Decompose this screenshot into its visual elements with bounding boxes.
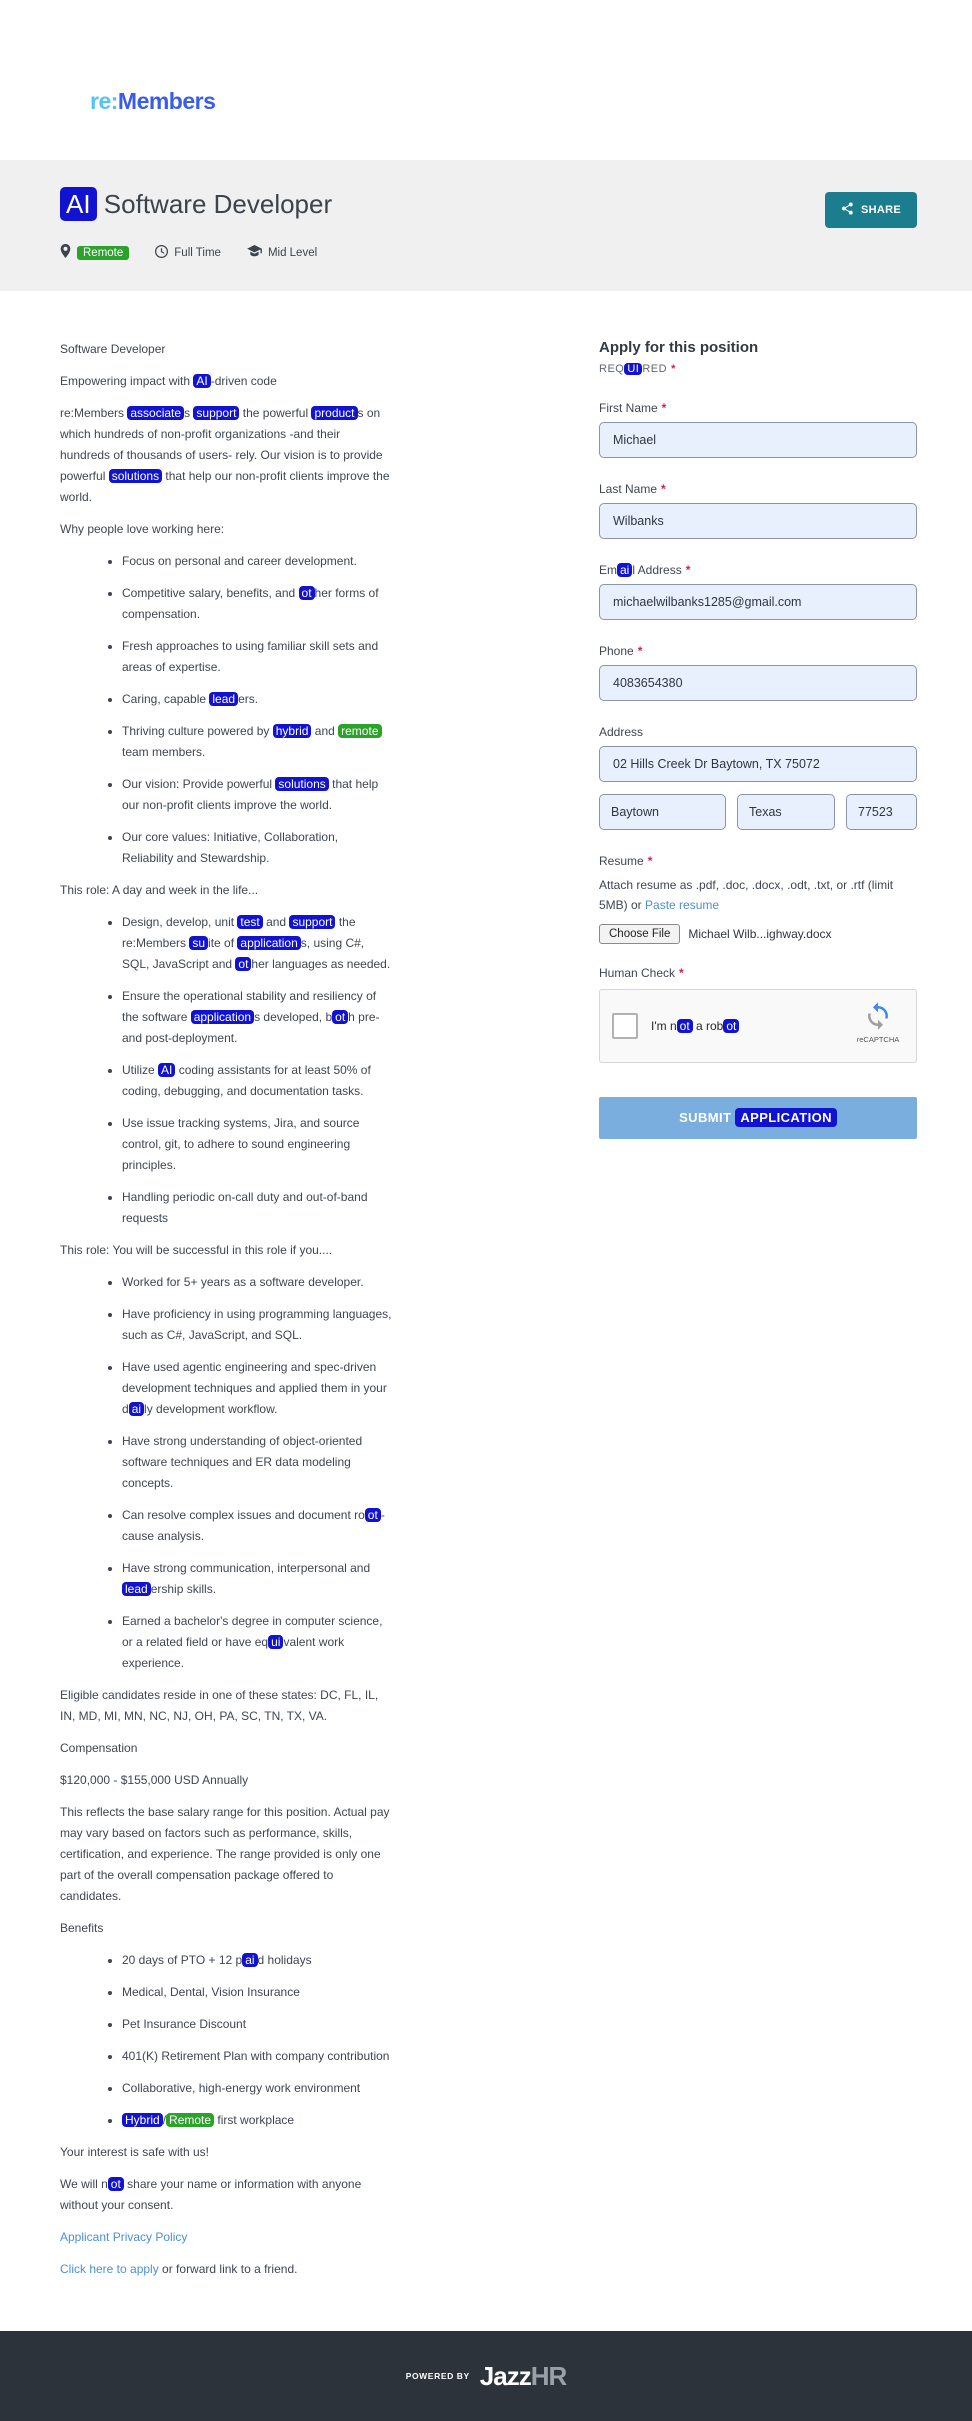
last-name-label: Last Name * xyxy=(599,482,666,496)
description-paragraph: Empowering impact with AI -driven code xyxy=(60,374,277,388)
resume-hint: Attach resume as .pdf, .doc, .docx, .odt, .txt, or .rtf (limit 5MB) or Paste resume xyxy=(599,878,894,913)
highlight-blue: ot xyxy=(723,1019,739,1033)
job-description xyxy=(60,339,392,2291)
highlight-blue: solutions xyxy=(109,469,162,483)
description-list-item: • Can resolve complex issues and document ro ot -cause analysis. xyxy=(122,1505,392,1547)
highlight-blue: ai xyxy=(617,563,632,577)
jazzhr-logo: JazzHR xyxy=(479,2360,567,2391)
description-list-item: • Hybrid / Remote first workplace xyxy=(122,2110,392,2131)
highlight-blue: solutions xyxy=(275,777,328,791)
highlight-blue: test xyxy=(237,915,262,929)
description-list-item: • Have proficiency in using programming languages, such as C#, JavaScript, and SQL. xyxy=(122,1304,392,1346)
address-input[interactable] xyxy=(599,746,917,782)
text-link[interactable]: Applicant Privacy Policy xyxy=(60,2230,188,2244)
highlight-blue: su xyxy=(189,936,208,950)
description-paragraph: Eligible candidates reside in one of these states: DC, FL, IL, IN, MD, MI, MN, NC, NJ, OH, PA, SC, TN, TX, VA. xyxy=(60,1688,379,1723)
description-list-item: • Earned a bachelor's degree in computer science, or a related field or have eq ui valent work experience. xyxy=(122,1611,392,1674)
required-asterisk: * xyxy=(685,563,691,577)
human-check-section xyxy=(599,966,917,1063)
highlight-blue: ui xyxy=(268,1635,283,1649)
description-list-item: • Focus on personal and career development. xyxy=(122,551,392,572)
highlight-blue: lead xyxy=(122,1582,151,1596)
form-field-email xyxy=(599,563,917,620)
description-list-item: • Pet Insurance Discount xyxy=(122,2014,392,2035)
first-name-label: First Name * xyxy=(599,401,667,415)
description-paragraph: This role: You will be successful in this role if you.... xyxy=(60,1243,333,1257)
recaptcha-checkbox[interactable] xyxy=(612,1013,638,1039)
description-list xyxy=(60,912,392,1229)
job-tags xyxy=(60,244,917,261)
description-list xyxy=(60,1950,392,2131)
tag-location xyxy=(60,244,129,261)
address-row xyxy=(599,794,917,830)
form-field-address xyxy=(599,725,917,782)
highlight-blue: Hybrid xyxy=(122,2113,163,2127)
logo-re-part: re: xyxy=(90,88,118,114)
highlight-green: remote xyxy=(338,724,381,738)
required-asterisk: * xyxy=(661,401,667,415)
location-pin-icon xyxy=(60,244,71,261)
highlight-blue: ot xyxy=(365,1508,381,1522)
tag-fulltime-label: Full Time xyxy=(174,246,221,259)
highlight-blue: ot xyxy=(299,586,315,600)
highlight-blue: ai xyxy=(129,1402,144,1416)
highlight-blue: AI xyxy=(193,374,210,388)
resume-label: Resume * xyxy=(599,854,653,868)
description-paragraph xyxy=(60,2227,392,2248)
description-list-item: • Design, develop, unit test and support the re:Members su ite of application s, using C#, SQL, JavaScript and ot her languages as needed. xyxy=(122,912,392,975)
powered-by-label: POWERED BY xyxy=(405,2371,470,2381)
description-list-item: • Have used agentic engineering and spec-driven development techniques and applied them in your d ai ly development workflow. xyxy=(122,1357,392,1420)
description-paragraph: Benefits xyxy=(60,1921,104,1935)
description-paragraph: Click here to apply or forward link to a friend. xyxy=(60,2262,298,2276)
required-note xyxy=(599,363,917,375)
phone-input[interactable] xyxy=(599,665,917,701)
share-icon xyxy=(841,202,854,218)
description-list-item: • Utilize AI coding assistants for at least 50% of coding, debugging, and documentation tasks. xyxy=(122,1060,392,1102)
description-paragraph: We will n ot share your name or information with anyone without your consent. xyxy=(60,2177,362,2212)
resume-section xyxy=(599,854,917,944)
text-link[interactable]: Paste resume xyxy=(645,898,720,913)
description-list-item: • Medical, Dental, Vision Insurance xyxy=(122,1982,392,2003)
highlight-blue: product xyxy=(311,406,357,420)
highlight-blue: UI xyxy=(624,363,642,375)
address-city-input[interactable] xyxy=(599,794,726,830)
resume-filename: Michael Wilb...ighway.docx xyxy=(688,926,832,941)
description-paragraph: This role: A day and week in the life... xyxy=(60,883,259,897)
highlight-green: Remote xyxy=(166,2113,214,2127)
description-list-item: • Collaborative, high-energy work environment xyxy=(122,2078,392,2099)
description-paragraph: Why people love working here: xyxy=(60,522,225,536)
description-list-item: • Worked for 5+ years as a software developer. xyxy=(122,1272,392,1293)
required-asterisk: * xyxy=(679,965,684,980)
highlight-blue: ot xyxy=(677,1019,693,1033)
required-asterisk: * xyxy=(637,644,643,658)
highlight-blue: application xyxy=(237,936,300,950)
description-list-item: • 20 days of PTO + 12 p ai d holidays xyxy=(122,1950,392,1971)
required-note-text: REQ UI RED xyxy=(599,363,668,375)
share-button[interactable] xyxy=(825,192,917,228)
description-list-item: • Caring, capable lead ers. xyxy=(122,689,392,710)
highlight-blue: application xyxy=(191,1010,254,1024)
highlight-blue: support xyxy=(193,406,239,420)
description-paragraph: $120,000 - $155,000 USD Annually xyxy=(60,1773,249,1787)
description-paragraph: Your interest is safe with us! xyxy=(60,2145,209,2159)
logo-members-part: Members xyxy=(117,88,216,114)
email-input[interactable] xyxy=(599,584,917,620)
description-list-item: • Ensure the operational stability and resiliency of the software application s developed, b ot h pre- and post-deployment. xyxy=(122,986,392,1049)
required-asterisk: * xyxy=(661,482,666,496)
description-list xyxy=(60,1272,392,1674)
top-bar xyxy=(0,0,972,160)
recaptcha-label: I'm n ot a rob ot xyxy=(651,1019,739,1033)
form-title: Apply for this position xyxy=(599,339,759,356)
recaptcha-caption: reCAPTCHA xyxy=(856,1034,900,1044)
highlight-blue: AI xyxy=(60,187,97,221)
form-field-last-name xyxy=(599,482,917,539)
description-list-item: • Our vision: Provide powerful solutions that help our non-profit clients improve the world. xyxy=(122,774,392,816)
first-name-input[interactable] xyxy=(599,422,917,458)
highlight-blue: APPLICATION xyxy=(735,1108,837,1127)
highlight-blue: ot xyxy=(108,2177,124,2191)
recaptcha-icon xyxy=(863,1020,893,1034)
highlight-blue: ot xyxy=(235,957,251,971)
description-paragraph: Compensation xyxy=(60,1741,138,1755)
highlight-blue: ot xyxy=(332,1010,348,1024)
highlight-blue: hybrid xyxy=(273,724,312,738)
job-title: AI Software Developer xyxy=(60,188,332,222)
clock-icon xyxy=(155,245,168,261)
description-list-item: • Thriving culture powered by hybrid and remote team members. xyxy=(122,721,392,763)
highlight-blue: associate xyxy=(127,406,184,420)
phone-label: Phone * xyxy=(599,644,643,658)
recaptcha-logo xyxy=(850,1001,906,1044)
last-name-input[interactable] xyxy=(599,503,917,539)
tag-remote-badge: Remote xyxy=(77,246,129,260)
recaptcha-widget xyxy=(599,989,917,1063)
tag-employment-type xyxy=(155,245,221,261)
job-header xyxy=(0,160,972,291)
text-link[interactable]: Click here to apply xyxy=(60,2262,159,2276)
description-list-item: • Have strong understanding of object-oriented software techniques and ER data modeling concepts. xyxy=(122,1431,392,1494)
description-list-item: • Handling periodic on-call duty and out-of-band requests xyxy=(122,1187,392,1229)
highlight-blue: ai xyxy=(242,1953,257,1967)
description-paragraph: re:Members associate s support the powerful product s on which hundreds of non-profit organizations -and their hundreds of thousands of users- rely. Our vision is to provide powerful solutions that help our non-profit clients improve the world. xyxy=(60,406,390,504)
description-list-item: • Use issue tracking systems, Jira, and source control, git, to adhere to sound engineering principles. xyxy=(122,1113,392,1176)
apply-form xyxy=(599,339,917,1139)
submit-application-button[interactable]: SUBMIT APPLICATION xyxy=(599,1097,917,1139)
graduation-cap-icon xyxy=(247,245,262,260)
footer xyxy=(0,2331,972,2421)
tag-experience-level xyxy=(247,245,317,260)
form-field-first-name xyxy=(599,401,917,458)
highlight-blue: AI xyxy=(158,1063,175,1077)
highlight-blue: lead xyxy=(209,692,238,706)
address-zip-input[interactable] xyxy=(846,794,917,830)
address-state-input[interactable] xyxy=(737,794,835,830)
share-button-label: SHARE xyxy=(860,204,901,216)
form-field-phone xyxy=(599,644,917,701)
description-list xyxy=(60,551,392,869)
choose-file-button[interactable]: Choose File xyxy=(599,924,680,944)
description-list-item: • Our core values: Initiative, Collaboration, Reliability and Stewardship. xyxy=(122,827,392,869)
main-content xyxy=(0,291,972,2331)
description-paragraph: This reflects the base salary range for this position. Actual pay may vary based on factors such as performance, skills, certification, and experience. The range provided is only one part of the overall compensation package offered to candidates. xyxy=(60,1805,390,1903)
description-paragraph: Software Developer xyxy=(60,342,166,356)
description-list-item: • 401(K) Retirement Plan with company contribution xyxy=(122,2046,392,2067)
email-label: Em ai l Address * xyxy=(599,563,691,577)
company-logo[interactable] xyxy=(90,88,972,115)
file-row xyxy=(599,924,917,944)
human-check-label: Human Check * xyxy=(599,965,684,980)
required-asterisk: * xyxy=(671,363,676,375)
description-list-item: • Have strong communication, interpersonal and lead ership skills. xyxy=(122,1558,392,1600)
description-list-item: • Fresh approaches to using familiar skill sets and areas of expertise. xyxy=(122,636,392,678)
form-fields xyxy=(599,401,917,782)
description-list-item: • Competitive salary, benefits, and ot her forms of compensation. xyxy=(122,583,392,625)
address-label: Address xyxy=(599,725,644,739)
tag-midlevel-label: Mid Level xyxy=(267,246,318,259)
required-asterisk: * xyxy=(647,854,653,868)
highlight-blue: support xyxy=(289,915,335,929)
